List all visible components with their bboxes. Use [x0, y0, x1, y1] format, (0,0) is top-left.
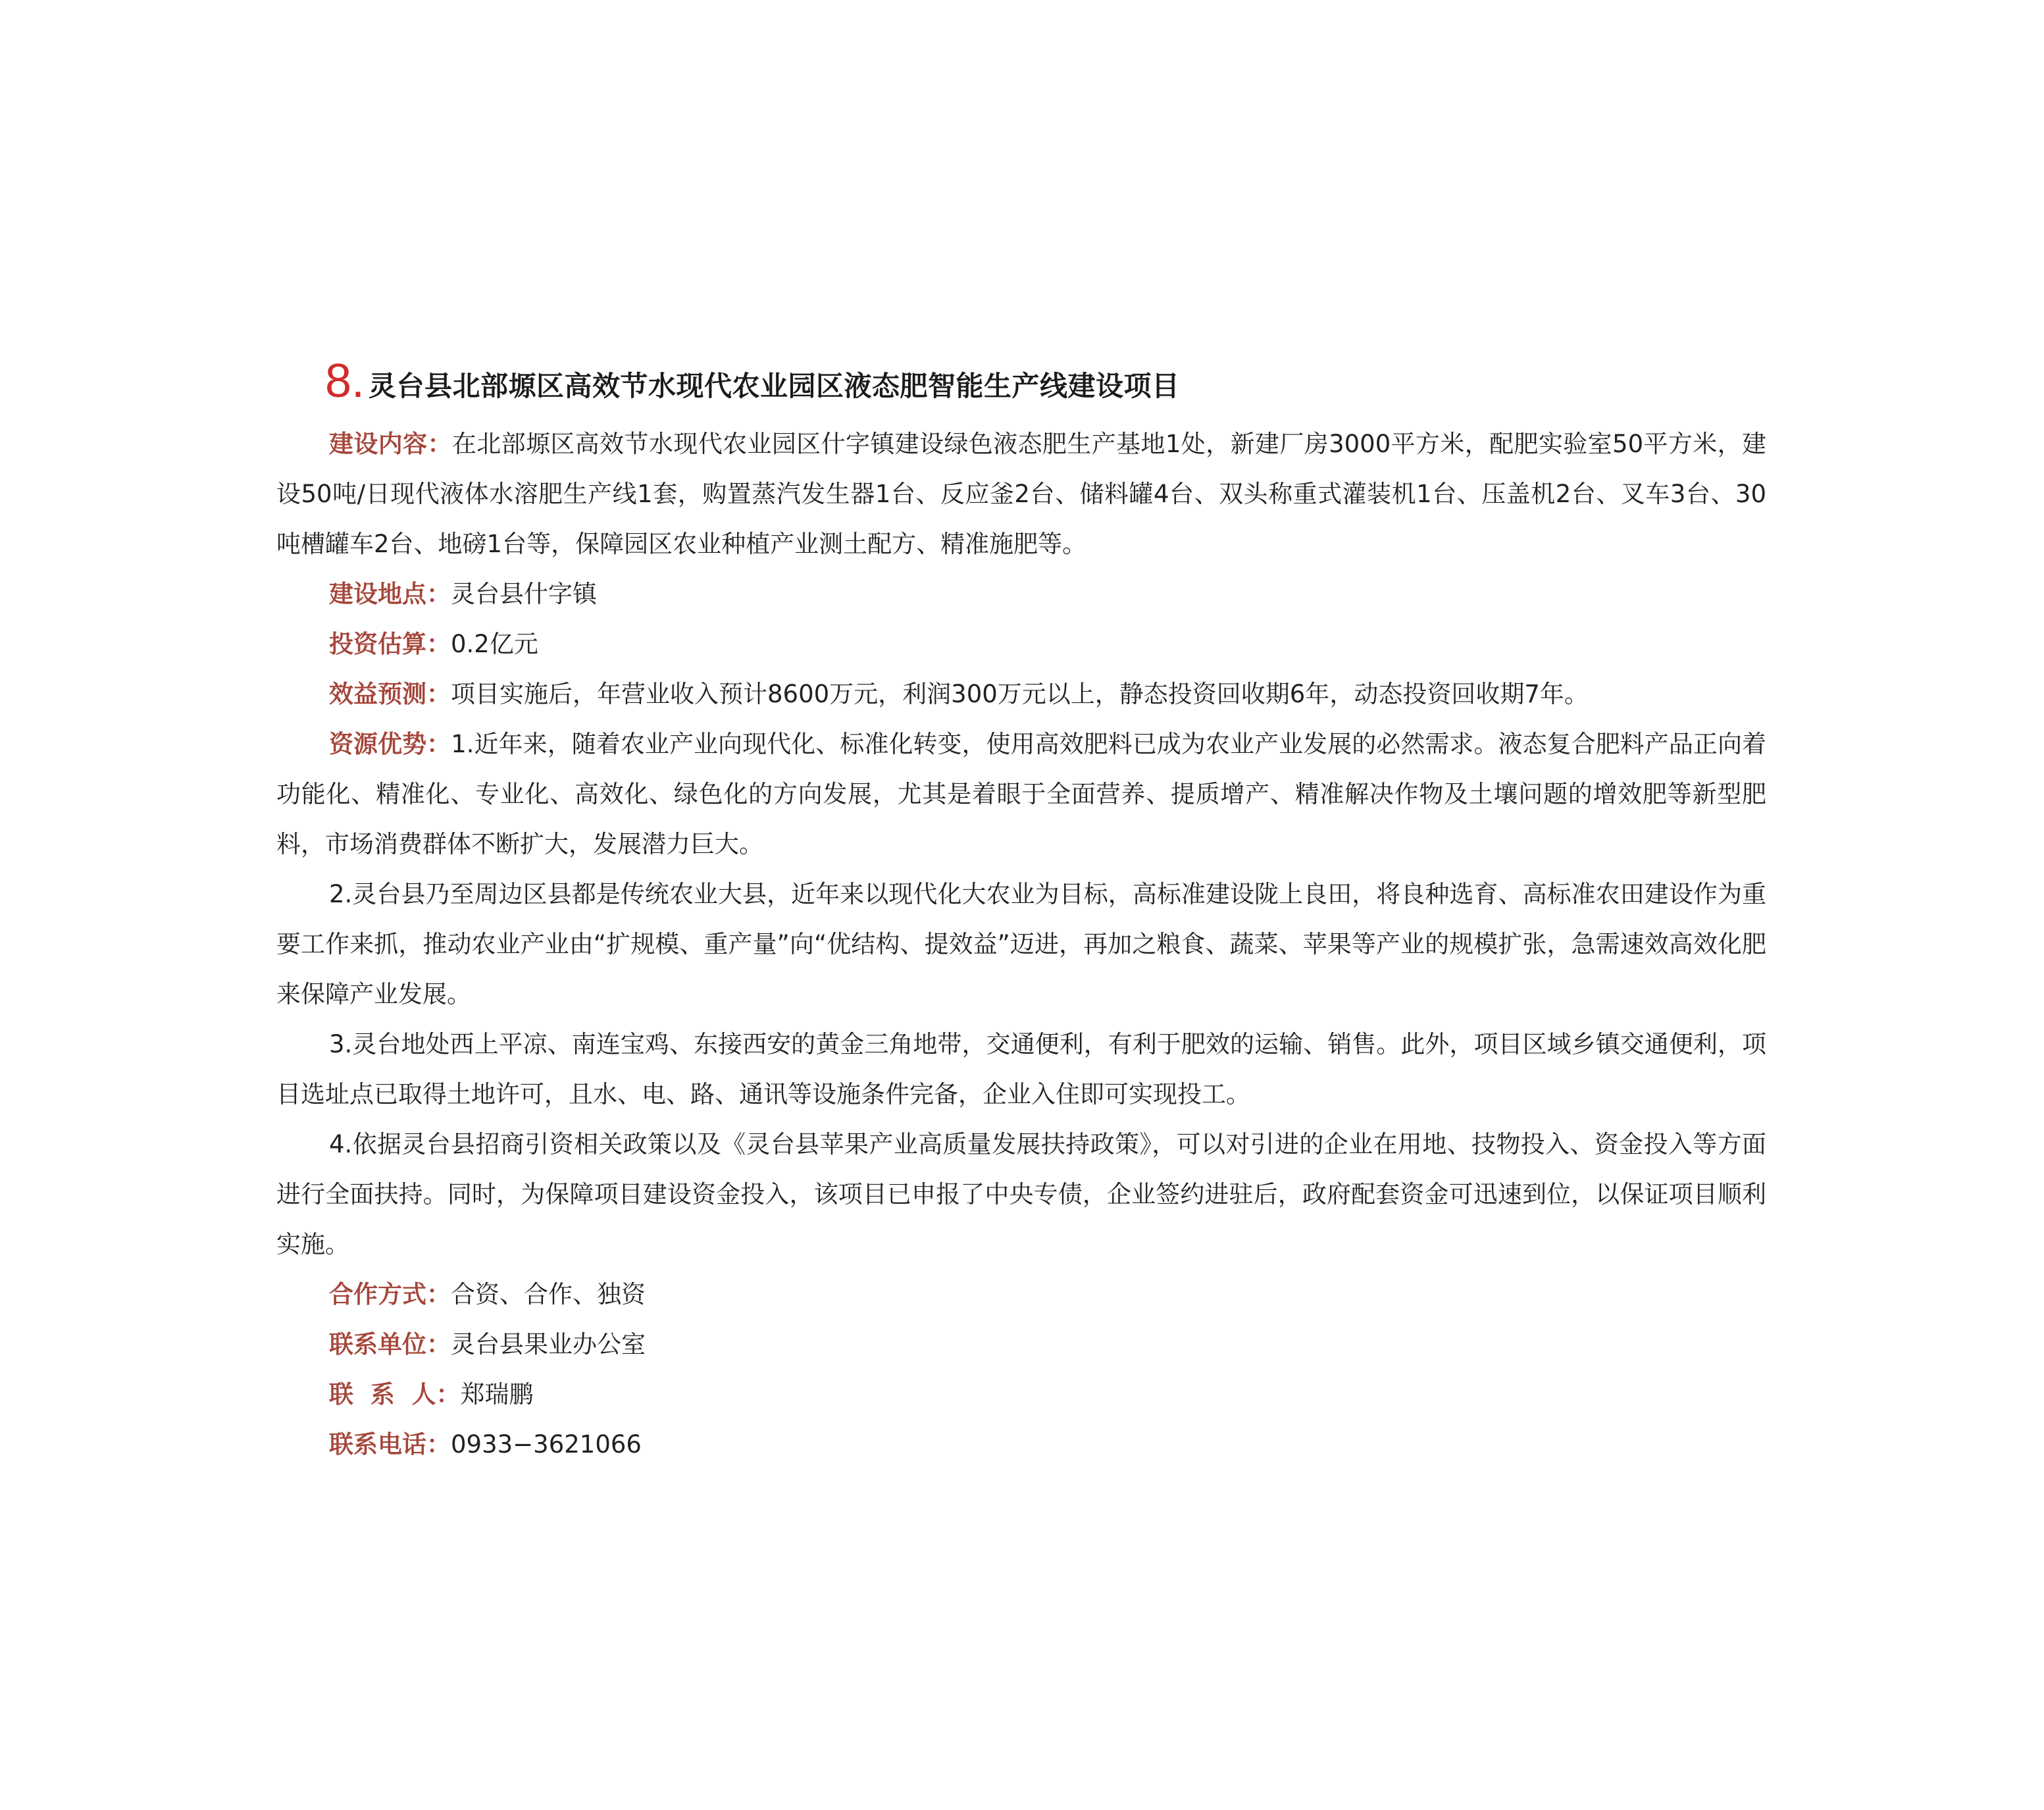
benefit-forecast-label: 效益预测： — [329, 680, 451, 708]
project-section — [276, 352, 1766, 1470]
contact-person-paragraph — [276, 1370, 1766, 1420]
contact-person-label: 联 系 人： — [329, 1380, 461, 1409]
contact-person-text: 郑瑞鹏 — [460, 1380, 534, 1409]
project-number: 8. — [325, 355, 365, 407]
investment-estimate-text: 0.2亿元 — [451, 630, 538, 658]
contact-phone-label: 联系电话： — [329, 1430, 451, 1459]
cooperation-method-paragraph — [276, 1270, 1766, 1320]
resource-advantage-item-3: 3.灵台地处西上平凉、南连宝鸡、东接西安的黄金三角地带，交通便利，有利于肥效的运输、销售。此外，项目区域乡镇交通便利，项目选址点已取得土地许可，且水、电、路、通讯等设施条件完备，企业入住即可实现投工。 — [276, 1030, 1766, 1108]
contact-unit-label: 联系单位： — [329, 1330, 451, 1358]
resource-advantage-item-4: 4.依据灵台县招商引资相关政策以及《灵台县苹果产业高质量发展扶持政策》，可以对引进的企业在用地、技物投入、资金投入等方面进行全面扶持。同时，为保障项目建设资金投入，该项目已申报了中央专债，企业签约进驻后，政府配套资金可迅速到位，以保证项目顺利实施。 — [276, 1130, 1766, 1258]
investment-estimate-paragraph — [276, 619, 1766, 669]
construction-location-label: 建设地点： — [329, 580, 451, 608]
investment-estimate-label: 投资估算： — [329, 630, 451, 658]
resource-advantages-paragraph — [276, 719, 1766, 869]
resource-advantage-item-1: 1.近年来，随着农业产业向现代化、标准化转变，使用高效肥料已成为农业产业发展的必然需求。液态复合肥料产品正向着功能化、精准化、专业化、高效化、绿色化的方向发展，尤其是着眼于全面营养、提质增产、精准解决作物及土壤问题的增效肥等新型肥料，市场消费群体不断扩大，发展潜力巨大。 — [276, 730, 1766, 858]
benefit-forecast-text: 项目实施后，年营业收入预计8600万元，利润300万元以上，静态投资回收期6年，动态投资回收期7年。 — [451, 680, 1589, 708]
project-title: 灵台县北部塬区高效节水现代农业园区液态肥智能生产线建设项目 — [369, 370, 1180, 402]
benefit-forecast-paragraph — [276, 669, 1766, 719]
construction-content-text: 在北部塬区高效节水现代农业园区什字镇建设绿色液态肥生产基地1处，新建厂房3000平方米，配肥实验室50平方米，建设50吨/日现代液体水溶肥生产线1套，购置蒸汽发生器1台、反应釜2台、储料罐4台、双头称重式灌装机1台、压盖机2台、叉车3台、30吨槽罐车2台、地磅1台等，保障园区农业种植产业测土配方、精准施肥等。 — [276, 430, 1767, 558]
project-heading — [325, 352, 1766, 405]
construction-location-text: 灵台县什字镇 — [451, 580, 597, 608]
resource-advantage-item-2: 2.灵台县乃至周边区县都是传统农业大县，近年来以现代化大农业为目标，高标准建设陇上良田，将良种选育、高标准农田建设作为重要工作来抓，推动农业产业由“扩规模、重产量”向“优结构、提效益”迈进，再加之粮食、蔬菜、苹果等产业的规模扩张，急需速效高效化肥来保障产业发展。 — [276, 880, 1766, 1008]
contact-unit-paragraph — [276, 1320, 1766, 1370]
cooperation-method-label: 合作方式： — [329, 1280, 451, 1308]
contact-unit-text: 灵台县果业办公室 — [451, 1330, 646, 1358]
cooperation-method-text: 合资、合作、独资 — [451, 1280, 646, 1308]
construction-content-label: 建设内容： — [329, 430, 452, 458]
construction-content-paragraph — [276, 419, 1766, 569]
contact-phone-paragraph — [276, 1420, 1766, 1470]
construction-location-paragraph — [276, 569, 1766, 619]
resource-advantages-label: 资源优势： — [329, 730, 451, 758]
contact-phone-text: 0933−3621066 — [451, 1430, 642, 1459]
